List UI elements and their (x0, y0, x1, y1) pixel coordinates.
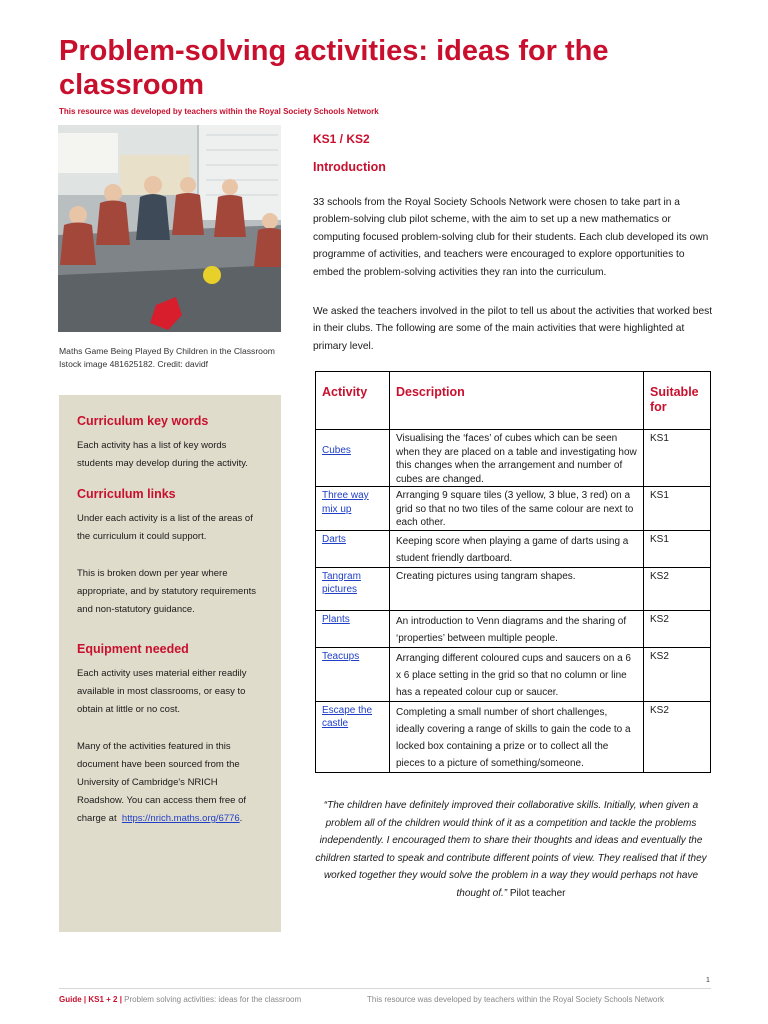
equipment-heading: Equipment needed (77, 642, 189, 656)
table-header-row (316, 372, 711, 430)
activity-description: An introduction to Venn diagrams and the sharing of ‘properties’ between multiple people. (390, 610, 644, 647)
activity-suitable: KS2 (644, 567, 711, 610)
footer-guide-label: Guide | KS1 + 2 | (59, 995, 122, 1004)
activity-link-darts[interactable]: Darts (316, 530, 390, 567)
activity-suitable: KS1 (644, 430, 711, 487)
page-number: 1 (706, 977, 710, 984)
footer-left (59, 995, 301, 1004)
activity-link-three-way-mix-up[interactable]: Three way mix up (316, 487, 390, 531)
equipment-text: Each activity uses material either readily available in most classrooms, or easy to obtain at little or no cost. (77, 668, 247, 715)
activity-suitable: KS2 (644, 610, 711, 647)
activity-description: Arranging 9 square tiles (3 yellow, 3 blue, 3 red) on a grid so that no two tiles of the same colour are next to each other. (390, 487, 644, 531)
activity-link-tangram-pictures[interactable]: Tangram pictures (316, 567, 390, 610)
curriculum-links-detail: This is broken down per year where appropriate, and by statutory requirements and non-statutory guidance. (77, 568, 257, 615)
footer-doc-title: Problem solving activities: ideas for the classroom (121, 995, 302, 1004)
activity-suitable: KS2 (644, 647, 711, 701)
activity-description: Keeping score when playing a game of darts using a student friendly dartboard. (390, 530, 644, 567)
table-row (316, 647, 711, 701)
table-row (316, 567, 711, 610)
activity-description: Creating pictures using tangram shapes. (390, 567, 644, 610)
activity-description: Arranging different coloured cups and saucers on a 6 x 6 place setting in the grid so that no column or line has a repeated colour cup or saucer. (390, 647, 644, 701)
quote-text: “The children have definitely improved their collaborative skills. Initially, when given a problem all of the children would think of it as a competition and tackle the problems independently. I encouraged them to share their thoughts and ideas and eventually the children started to speak and contribute different points of view. They realised that if they worked together they would solve the problem in a way they would perhaps not have thought of.” (315, 800, 707, 899)
table-row (316, 530, 711, 567)
nrich-link-suffix: . (239, 813, 243, 824)
activity-link-teacups[interactable]: Teacups (316, 647, 390, 701)
quote-attribution: Pilot teacher (507, 887, 566, 899)
table-row (316, 610, 711, 647)
teacher-quote (311, 797, 711, 903)
intro-paragraph-2: We asked the teachers involved in the pilot to tell us about the activities that worked best in their clubs. The following are some of the main activities that were highlighted at primary level. (313, 306, 713, 352)
photo-caption (59, 345, 284, 371)
activity-description: Visualising the ‘faces’ of cubes which can be seen when they are placed on a table and investigating how this changes when the arrangement and number of cubes are changed. (390, 430, 644, 487)
table-row (316, 487, 711, 531)
table-row (316, 701, 711, 772)
table-row (316, 430, 711, 487)
footer-right: This resource was developed by teachers within the Royal Society Schools Network (367, 995, 665, 1004)
footer-divider (59, 988, 711, 989)
curriculum-links-heading: Curriculum links (77, 487, 176, 501)
header-activity: Activity (316, 372, 390, 430)
key-stage-heading: KS1 / KS2 (313, 132, 370, 146)
introduction-heading: Introduction (313, 160, 386, 174)
page-subtitle: This resource was developed by teachers within the Royal Society Schools Network (59, 107, 379, 116)
nrich-intro: Many of the activities featured in this document have been sourced from the University of Cambridge's NRICH Roadshow. You can access them free of charge at (77, 741, 246, 824)
nrich-link[interactable]: https://nrich.maths.org/6776 (121, 813, 240, 824)
curriculum-links-text: Under each activity is a list of the areas of the curriculum it could support. (77, 513, 253, 542)
caption-line: Maths Game Being Played By Children in the Classroom (59, 346, 275, 356)
keywords-heading: Curriculum key words (77, 414, 209, 428)
nrich-text (77, 738, 263, 828)
activity-suitable: KS2 (644, 701, 711, 772)
activity-link-escape-the-castle[interactable]: Escape the castle (316, 701, 390, 772)
sidebar-panel (59, 395, 281, 932)
intro-paragraph: 33 schools from the Royal Society Schools Network were chosen to take part in a problem-solving club pilot scheme, with the aim to set up a new mathematics or computing focused problem-solving club for their students. Each club developed its own programme of activities, and teachers were encouraged to explore opportunities to embed the problem-solving activities they ran into the curriculum. (313, 197, 709, 278)
header-suitable: Suitable for (644, 372, 711, 430)
activity-description: Completing a small number of short challenges, ideally covering a range of skills to gain the code to a locked box containing a prize or to collect all the pieces to a picture of something/someone. (390, 701, 644, 772)
header-description: Description (390, 372, 644, 430)
classroom-photo (58, 125, 281, 332)
page-title: Problem-solving activities: ideas for the classroom (59, 35, 609, 101)
activity-link-plants[interactable]: Plants (316, 610, 390, 647)
activity-link-cubes[interactable]: Cubes (316, 430, 390, 487)
caption-credit: Istock image 481625182. Credit: davidf (59, 359, 209, 369)
activities-table (315, 371, 711, 773)
keywords-text: Each activity has a list of key words students may develop during the activity. (77, 440, 248, 469)
activity-suitable: KS1 (644, 530, 711, 567)
activity-suitable: KS1 (644, 487, 711, 531)
